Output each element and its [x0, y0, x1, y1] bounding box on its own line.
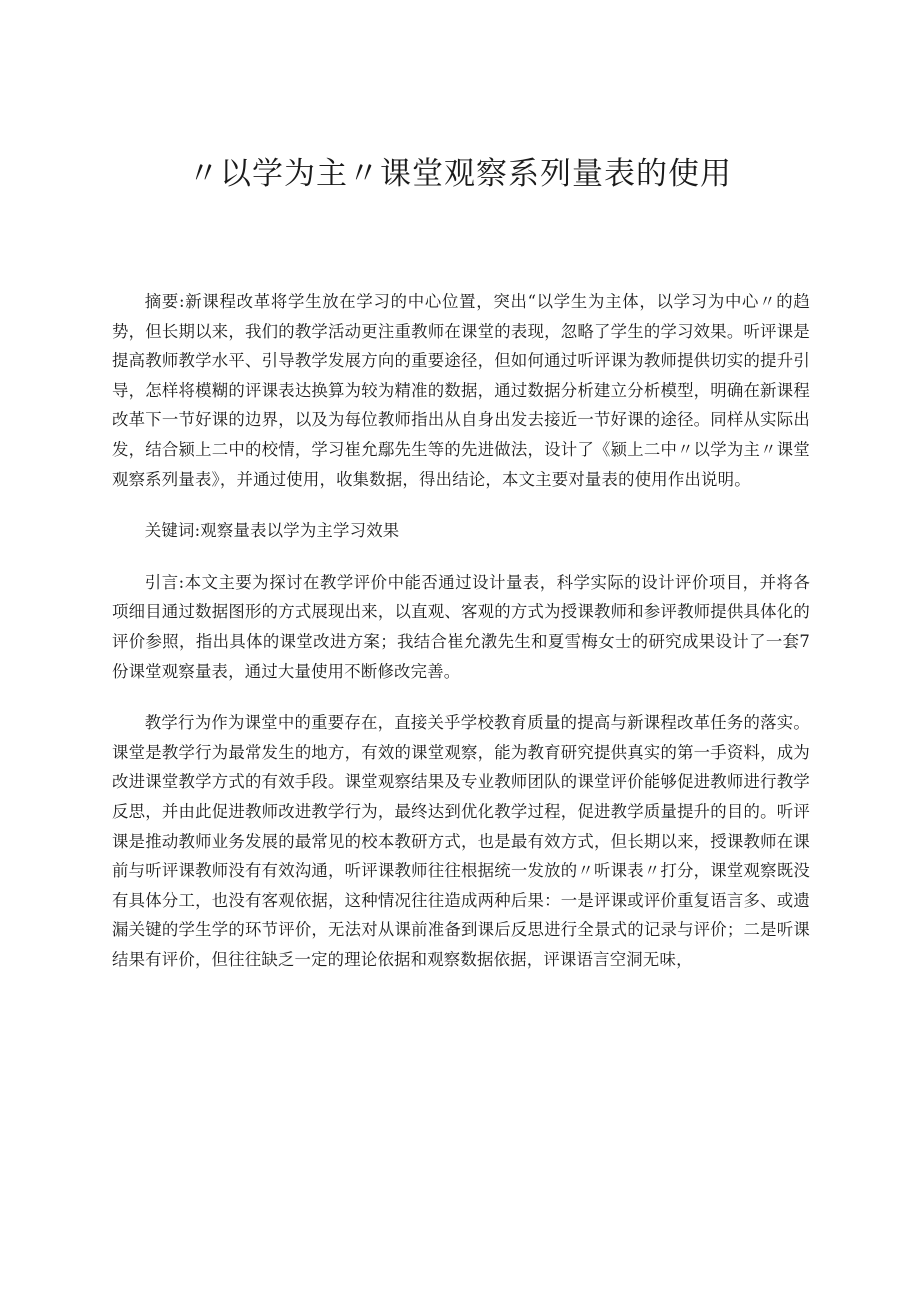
introduction-text: 本文主要为探讨在教学评价中能否通过设计量表，科学实际的设计评价项目，并将各项细目通过数据图形的方式展现出来，以直观、客观的方式为授课教师和参评教师提供具体化的评价参照，指出具体的课堂改进方案；我结合崔允漖先生和夏雪梅女士的研究成果设计了一套7份课堂观察量表，通过大量使用不断修改完善。: [112, 572, 810, 681]
abstract-text: 新课程改革将学生放在学习的中心位置，突出“以学生为主体，以学习为中心〃的趋势，但长期以来，我们的教学活动更注重教师在课堂的表现，忽略了学生的学习效果。听评课是提高教师教学水平、引导教学发展方向的重要途径，但如何通过听评课为教师提供切实的提升引导，怎样将模糊的评课表达换算为较为精准的数据，通过数据分析建立分析模型，明确在新课程改革下一节好课的边界，以及为每位教师指出从自身出发去接近一节好课的途径。同样从实际出发，结合颍上二中的校情，学习崔允鄢先生等的先进做法，设计了《颍上二中〃以学为主〃课堂观察系列量表》，并通过使用，收集数据，得出结论，本文主要对量表的使用作出说明。: [112, 292, 810, 489]
document-body: [112, 287, 810, 974]
document-title: 〃以学为主〃课堂观察系列量表的使用: [188, 156, 732, 192]
abstract-paragraph: [112, 287, 810, 494]
keywords-label: 关键词:: [144, 521, 201, 541]
keywords-paragraph: [112, 516, 810, 546]
abstract-label: 摘要:: [144, 292, 185, 311]
body-paragraph: 教学行为作为课堂中的重要存在，直接关乎学校教育质量的提高与新课程改革任务的落实。课堂是教学行为最常发生的地方，有效的课堂观察，能为教育研究提供真实的第一手资料，成为改进课堂教学方式的有效手段。课堂观察结果及专业教师团队的课堂评价能够促进教师进行教学反思，并由此促进教师改进教学行为，最终达到优化教学过程，促进教学质量提升的目的。听评课是推动教师业务发展的最常见的校本教研方式，也是最有效方式，但长期以来，授课教师在课前与听评课教师没有有效沟通，听评课教师往往根据统一发放的〃听课表〃打分，课堂观察既没有具体分工，也没有客观依据，这种情况往往造成两种后果：一是评课或评价重复语言多、或遗漏关键的学生学的环节评价，无法对从课前准备到课后反思进行全景式的记录与评价；二是听课结果有评价，但往往缺乏一定的理论依据和观察数据依据，评课语言空洞无味，: [112, 713, 810, 969]
introduction-label: 引言:: [144, 572, 185, 592]
keywords-text: 观察量表以学为主学习效果: [200, 521, 400, 541]
introduction-paragraph: [112, 568, 810, 686]
